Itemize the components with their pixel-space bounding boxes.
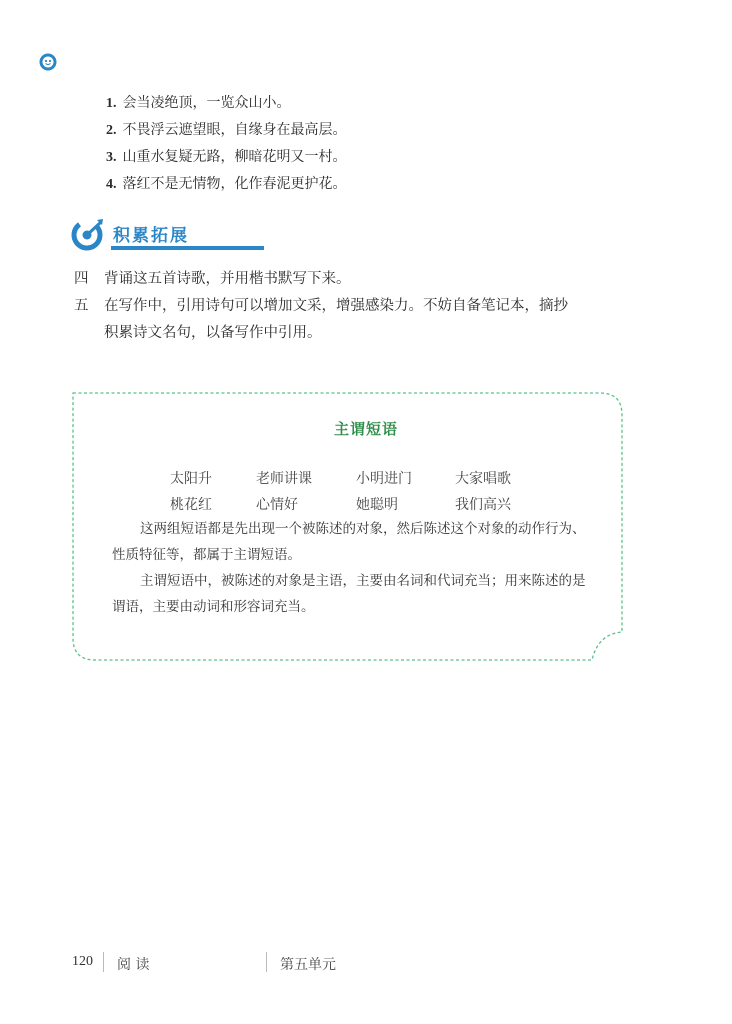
phrase: 大家唱歌	[455, 471, 511, 487]
box-paragraph: 谓语，主要由动词和形容词充当。	[112, 599, 315, 615]
footer-divider	[266, 952, 267, 972]
exercise-5-continued	[104, 320, 322, 347]
phrase: 老师讲课	[256, 471, 312, 487]
phrase: 太阳升	[170, 471, 212, 487]
footer-divider	[103, 952, 104, 972]
exercise-text: 积累诗文名句，以备写作中引用。	[104, 325, 322, 341]
poem-line: 3. 山重水复疑无路，柳暗花明又一村。	[106, 149, 347, 165]
box-paragraph: 这两组短语都是先出现一个被陈述的对象，然后陈述这个对象的动作行为、	[140, 521, 586, 537]
poem-line: 4. 落红不是无情物，化作春泥更护花。	[106, 176, 347, 192]
exercise-number: 四	[74, 271, 89, 287]
section-title: 积累拓展	[113, 226, 189, 246]
page-number: 120	[72, 954, 93, 969]
poem-line: 1. 会当凌绝顶，一览众山小。	[106, 95, 291, 111]
phrase: 桃花红	[170, 497, 212, 513]
phrase: 我们高兴	[455, 497, 511, 513]
box-paragraph: 性质特征等，都属于主谓短语。	[112, 547, 301, 563]
target-arrow-icon	[70, 216, 106, 252]
phrase: 她聪明	[356, 497, 398, 513]
box-title: 主谓短语	[333, 420, 398, 438]
section-heading	[70, 216, 200, 256]
box-paragraph: 主谓短语中，被陈述的对象是主语，主要由名词和代词充当；用来陈述的是	[140, 573, 586, 589]
poem-list	[106, 90, 347, 198]
exercise-text: 背诵这五首诗歌，并用楷书默写下来。	[104, 271, 351, 287]
phrase: 小明进门	[356, 471, 412, 487]
exercise-text: 在写作中，引用诗句可以增加文采，增强感染力。不妨自备笔记本，摘抄	[104, 298, 568, 314]
phrase: 心情好	[256, 497, 298, 513]
section-underline	[111, 246, 264, 250]
footer-unit: 第五单元	[280, 957, 336, 973]
footer-section: 阅 读	[117, 957, 150, 973]
poem-line: 2. 不畏浮云遮望眼，自缘身在最高层。	[106, 122, 347, 138]
exercise-number: 五	[74, 298, 89, 314]
smiley-icon	[38, 52, 58, 72]
